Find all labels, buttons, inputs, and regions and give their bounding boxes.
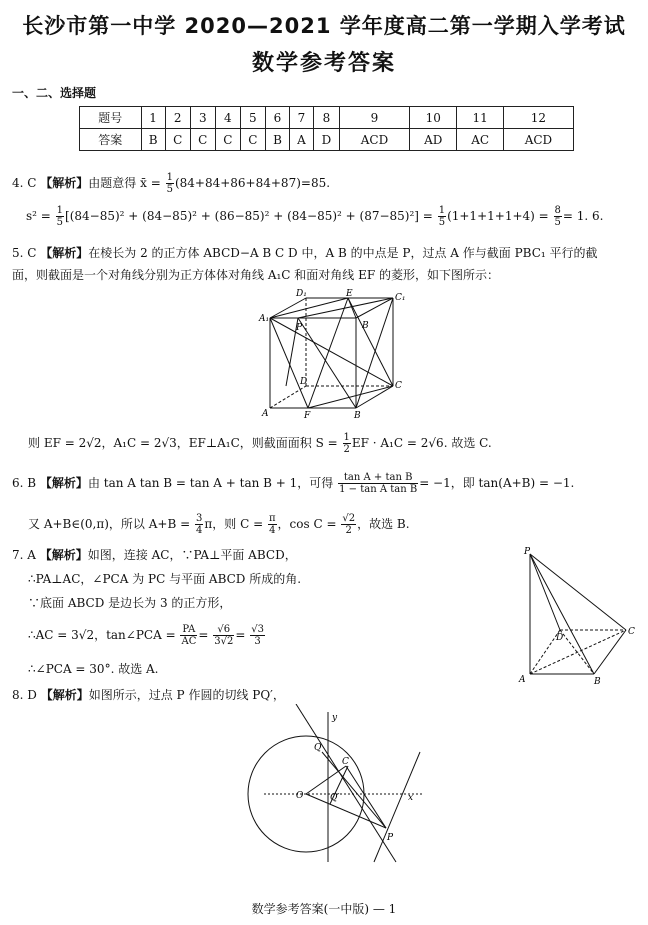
question-number: 5 [240,107,265,129]
fraction [338,472,418,495]
q5-line-1 [12,244,598,261]
label-c: C [395,381,402,391]
label-b: B [354,411,361,420]
question-number: 10 [410,107,457,129]
answer-cell: C [240,129,265,151]
label-p: P [296,323,303,333]
numerator: tan A + tan B [338,472,418,484]
segment-oc [306,766,346,794]
answer-cell: C [165,129,190,151]
fraction [341,513,356,536]
q6-text: 又 A+B∈(0,π)，所以 A+B = [28,517,191,531]
cube-figure [258,288,408,420]
q7-line-3: ∵底面 ABCD 是边长为 3 的正方形， [28,596,232,610]
question-number: 4. C [12,176,37,190]
question-number: 3 [190,107,215,129]
q4-text: = 1. 6. [562,209,604,223]
segment-pq [322,752,386,828]
answer-cell: AC [457,129,503,151]
label-a: A [519,675,526,685]
q4-text: (1+1+1+1+4) = [447,209,549,223]
label-c1: C₁ [395,293,406,303]
fraction [56,205,64,228]
label-q: Q [314,743,322,753]
numerator: √6 [213,624,234,636]
label-d1: D₁ [296,289,307,299]
question-number: 11 [457,107,503,129]
q6-text: π，则 C = [204,517,264,531]
question-number: 7 [290,107,314,129]
q6-line-1 [12,472,574,495]
fraction [438,205,446,228]
label-d: D [556,633,564,643]
section-edge [348,298,356,318]
answer-cell: B [265,129,289,151]
q6-text: = −1，即 tan(A+B) = −1. [419,476,575,490]
numerator: 1 [438,205,446,216]
label-b: B [594,677,601,687]
table-row [80,129,574,151]
q6-line-2 [28,513,410,536]
pc1-line [298,298,393,318]
numerator: PA [182,624,196,635]
section-edge [348,298,393,386]
q4-line-2 [26,205,603,228]
label-o: O [296,791,304,801]
label-y: y [332,713,338,723]
label-d: D [300,377,308,387]
fraction [268,513,277,536]
q6-text: ，故选 B. [357,517,410,531]
denominator: 1 − tan A tan B [339,484,418,495]
question-number: 12 [503,107,573,129]
fraction [180,624,197,647]
numerator: 8 [554,205,561,216]
section-edge [270,318,308,408]
analysis-tag: 【解析】 [40,246,89,260]
question-number: 1 [141,107,165,129]
q7-line-5: ∴∠PCA = 30°. 故选 A. [28,662,159,676]
table-row [80,107,574,129]
q5-text: 在棱长为 2 的正方体 ABCD−A B C D 中，A B 的中点是 P，过点 A 作与截面 PBC₁ 平行的截 [88,246,598,260]
q5-line-2: 面，则截面是一个对角线分别为正方体体对角线 A₁C 和面对角线 EF 的菱形，如下图所示： [12,268,500,282]
section-edge [270,298,348,318]
denominator: 5 [438,217,446,228]
section-edge [308,386,393,408]
numerator: 3 [196,513,203,524]
section-heading: 一、二、选择题 [12,86,97,100]
answer-cell: AD [410,129,457,151]
q7-line-1 [12,546,297,563]
numerator: 1 [166,172,173,183]
pyramid-edge-bc [594,630,626,674]
cube-edge [270,298,306,318]
analysis-tag: 【解析】 [39,476,88,490]
denominator: 2 [343,444,350,455]
line-l [374,752,420,862]
fraction [250,624,265,647]
answer-cell: C [215,129,240,151]
pyramid-edge-pc [530,554,626,630]
denominator: 5 [554,217,561,228]
label-c: C [342,757,349,767]
denominator: 4 [269,525,276,536]
q5-line-3 [28,432,492,455]
label-p: P [524,547,531,557]
denominator: 5 [56,217,64,228]
denominator: 3 [254,636,261,647]
page-title: 长沙市第一中学 2020—2021 学年度高二第一学期入学考试 [22,14,626,38]
fraction [213,624,234,647]
row-label: 题号 [80,107,142,129]
fraction [554,205,562,228]
analysis-tag: 【解析】 [39,548,88,562]
question-number: 6 [265,107,289,129]
row-label: 答案 [80,129,142,151]
question-number: 8. D [12,688,37,702]
q5-text: EF · A₁C = 2√6. 故选 C. [351,436,492,450]
q8-text: 如图所示，过点 P 作圆的切线 PQ′， [88,688,285,702]
numerator: √2 [342,513,356,524]
pb-line [298,318,356,408]
question-number: 9 [339,107,409,129]
fraction [166,172,174,195]
q5-text: 则 EF = 2√2，A₁C = 2√3，EF⊥A₁C，则截面面积 S = [28,436,338,450]
answer-cell: A [290,129,314,151]
hidden-edge [270,386,306,408]
numerator: 1 [56,205,64,216]
denominator: 2 [345,525,352,536]
answer-cell: D [313,129,339,151]
numerator: 1 [343,432,350,443]
q6-text: ，cos C = [277,517,337,531]
q7-text: = [235,628,246,642]
q7-line-2: ∴PA⊥AC，∠PCA 为 PC 与平面 ABCD 所成的角. [28,572,302,586]
label-b1: B [362,321,369,331]
numerator: π [268,513,276,524]
circle-tangent-figure [244,704,434,864]
answer-cell: ACD [339,129,409,151]
answer-cell: ACD [503,129,573,151]
denominator: 3√2 [214,636,234,647]
label-p: P [387,833,394,843]
denominator: AC [181,636,197,647]
question-number: 8 [313,107,339,129]
answer-cell: B [141,129,165,151]
question-number: 7. A [12,548,36,562]
q7-text: = [198,628,209,642]
q4-line-1 [12,172,330,195]
fraction [343,432,351,455]
denominator: 5 [166,184,173,195]
label-e: E [346,289,353,299]
question-number: 6. B [12,476,37,490]
fraction [195,513,203,536]
q4-text: [(84−85)² + (84−85)² + (86−85)² + (84−85)² + (87−85)²] = [65,209,433,223]
q4-text: s² = [26,209,51,223]
page-footer: 数学参考答案(一中版) — 1 [251,902,397,916]
numerator: √3 [251,624,264,635]
analysis-tag: 【解析】 [40,688,89,702]
answer-table [79,106,574,151]
label-x: x [408,793,414,803]
q7-line-4 [28,624,266,647]
q7-text: ∴AC = 3√2，tan∠PCA = [28,628,176,642]
question-number: 5. C [12,246,37,260]
cube-edge [356,386,393,408]
q4-text: (84+84+86+84+87)=85. [174,176,331,190]
label-a: A [262,409,269,419]
label-q-prime: Q′ [330,793,340,803]
segment-op [306,794,386,828]
tangent-line [296,704,396,862]
hidden-edge-db [560,630,594,674]
page-subtitle: 数学参考答案 [251,51,396,76]
q7-text: 如图，连接 AC，∵PA⊥平面 ABCD， [87,548,297,562]
label-f: F [304,411,311,420]
answer-cell: C [190,129,215,151]
pyramid-figure [516,546,642,688]
analysis-tag: 【解析】 [40,176,89,190]
denominator: 4 [196,525,203,536]
pyramid-edge-pb [530,554,594,674]
segment-cp [346,766,386,828]
question-number: 4 [215,107,240,129]
question-number: 2 [165,107,190,129]
label-c: C [628,627,635,637]
label-a1: A₁ [259,314,270,324]
q6-text: 由 tan A tan B = tan A + tan B + 1，可得 [87,476,334,490]
q8-line-1 [12,686,285,703]
q4-text: 由题意得 x̄ = [88,176,161,190]
